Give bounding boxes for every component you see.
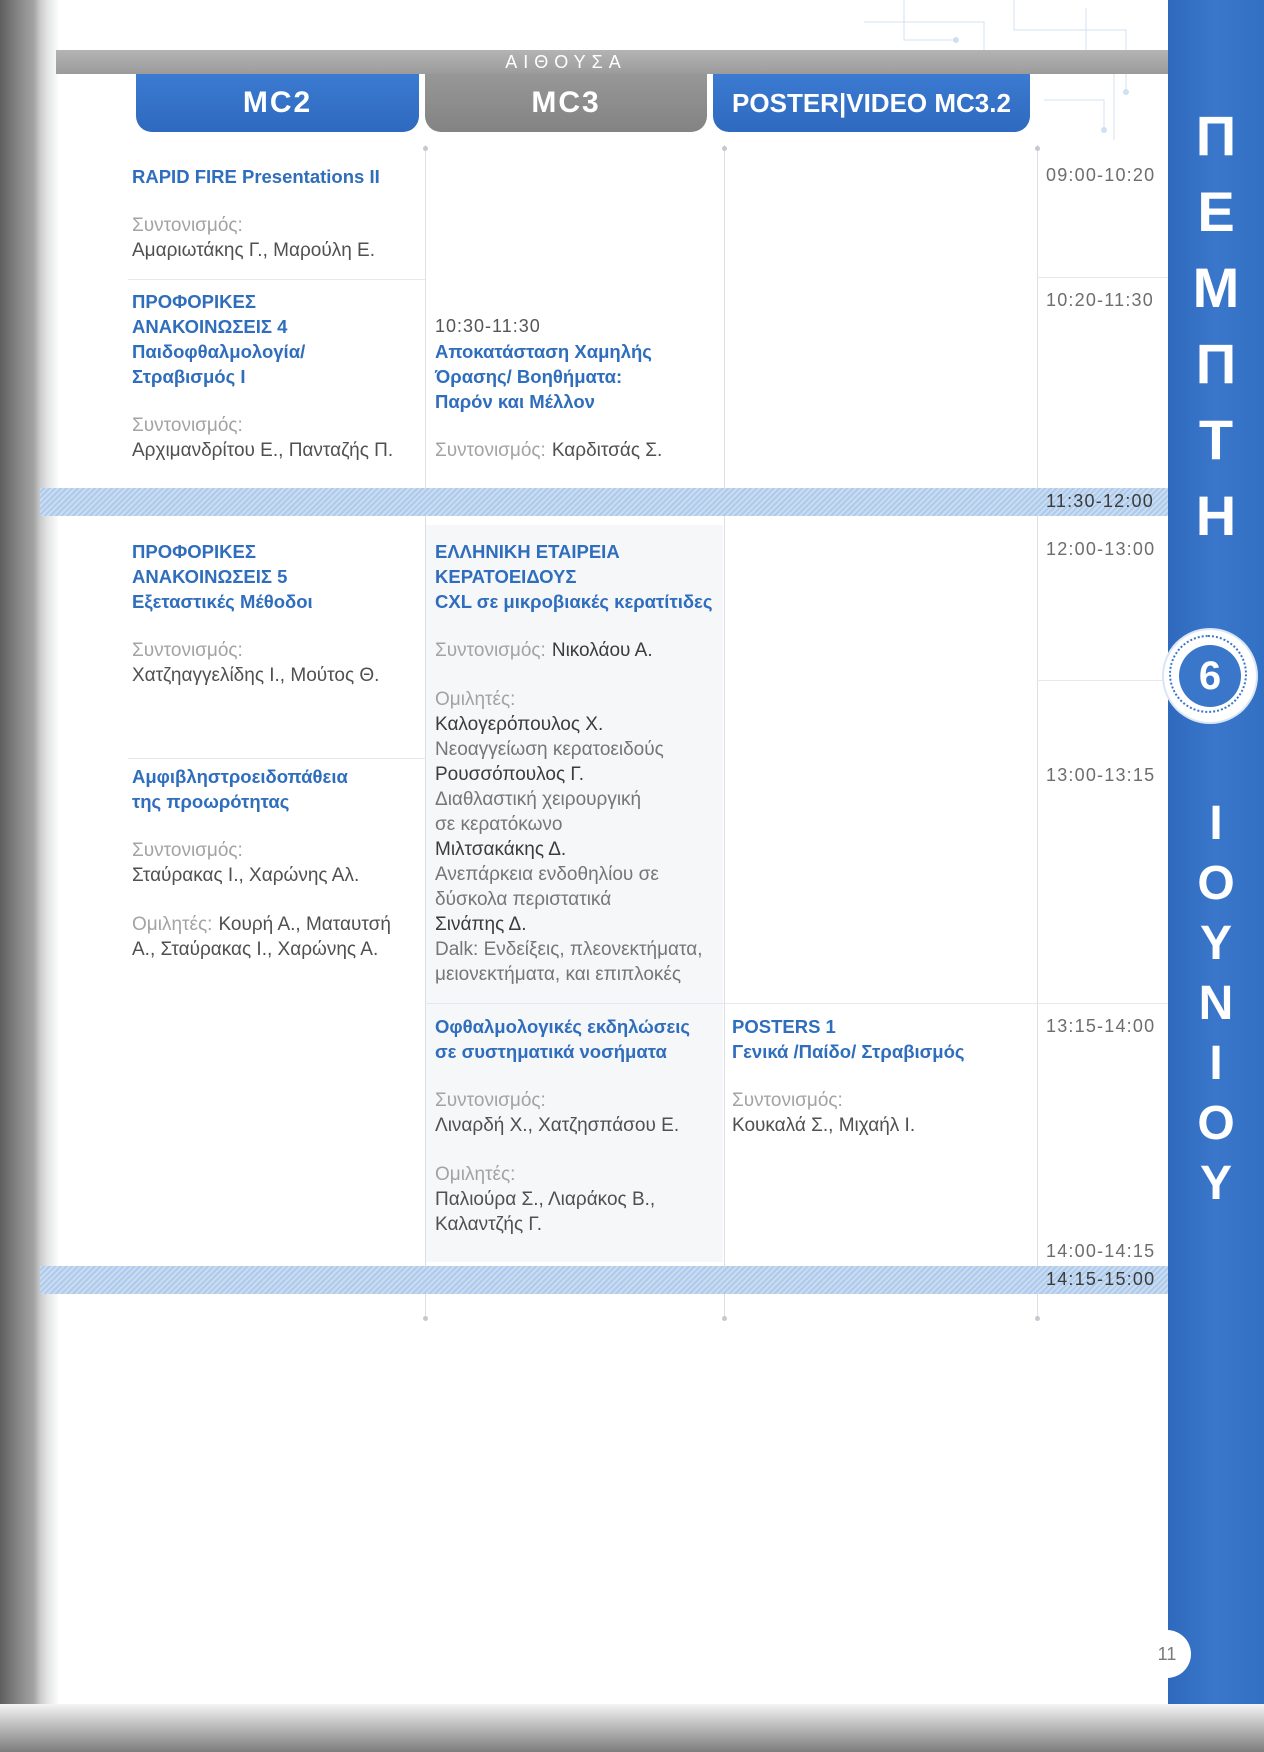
- mc3-session-low-vision: [435, 314, 662, 463]
- speakers-label: Ομιλητές:: [132, 914, 213, 935]
- talk-speaker: Σινάπης Δ.: [435, 914, 527, 935]
- time-slot: 09:00-10:20: [1046, 165, 1156, 185]
- time-slot: 13:15-14:00: [1046, 1016, 1156, 1036]
- divider-dot: [423, 146, 428, 151]
- weekday-letter: Π: [1195, 104, 1237, 167]
- session-title: ΠΡΟΦΟΡΙΚΕΣ: [132, 541, 256, 562]
- talk-speaker: Ρουσσόπουλος Γ.: [435, 764, 585, 785]
- session-title: CXL σε μικροβιακές κερατίτιδες: [435, 591, 713, 612]
- row-separator: [1037, 680, 1168, 681]
- column-divider: [1037, 145, 1038, 1320]
- divider-dot: [1035, 1316, 1040, 1321]
- talk-topic: Διαθλαστική χειρουργική: [435, 789, 642, 810]
- chair-names: Σταύρακας Ι., Χαρώνης Αλ.: [132, 865, 360, 886]
- divider-dot: [423, 1316, 428, 1321]
- weekday-letter: Μ: [1192, 256, 1240, 319]
- session-title: Όρασης/ Βοηθήματα:: [435, 366, 623, 387]
- speaker-names: Παλιούρα Σ., Λιαράκος Β.,: [435, 1189, 656, 1210]
- chair-names: Κουκαλά Σ., Μιχαήλ Ι.: [732, 1115, 916, 1136]
- mc2-session-oral-4: [132, 289, 393, 463]
- talk-topic: Ανεπάρκεια ενδοθηλίου σε: [435, 864, 659, 885]
- session-title: ΑΝΑΚΟΙΝΩΣΕΙΣ 5: [132, 566, 288, 587]
- column-divider: [724, 145, 725, 1320]
- speakers-label: Ομιλητές:: [435, 689, 516, 710]
- talk-topic: μειονεκτήματα, και επιπλοκές: [435, 964, 682, 985]
- divider-dot: [722, 1316, 727, 1321]
- speakers-line: [132, 912, 391, 937]
- row-separator: [128, 279, 425, 280]
- date-badge: [1164, 630, 1256, 722]
- session-title: Παρόν και Μέλλον: [435, 391, 595, 412]
- time-slot: 14:00-14:15: [1046, 1241, 1156, 1261]
- session-title: Παιδοφθαλμολογία/: [132, 341, 306, 362]
- room-tab-mc2: MC2: [136, 74, 419, 132]
- session-title: Αμφιβληστροειδοπάθεια: [132, 766, 348, 787]
- mc2-session-rop: [132, 764, 391, 962]
- chair-label: Συντονισμός:: [132, 215, 243, 236]
- session-title: POSTERS 1: [732, 1016, 836, 1037]
- month-letter: Υ: [1199, 917, 1232, 970]
- row-separator: [425, 1003, 1168, 1004]
- month-letter: Ο: [1197, 1097, 1235, 1150]
- chair-line: [435, 638, 712, 663]
- scan-binding-shadow: [0, 0, 58, 1752]
- month-letter: Υ: [1199, 1157, 1232, 1210]
- mc2-session-rapid-fire: [132, 164, 380, 263]
- chair-label: Συντονισμός:: [132, 840, 243, 861]
- session-title: RAPID FIRE Presentations II: [132, 166, 380, 187]
- month-letter: Ι: [1209, 797, 1223, 850]
- row-separator: [128, 758, 425, 759]
- chair-names: Νικολάου Α.: [551, 640, 653, 661]
- session-time: 10:30-11:30: [435, 316, 541, 336]
- coffee-break-band: [40, 488, 1168, 516]
- date-number: 6: [1179, 645, 1241, 707]
- page-number: 11: [1143, 1630, 1191, 1678]
- weekday-letter: Π: [1195, 332, 1237, 395]
- talk-topic: δύσκολα περιστατικά: [435, 889, 612, 910]
- chair-names: Καρδιτσάς Σ.: [551, 440, 663, 461]
- session-title: ΑΝΑΚΟΙΝΩΣΕΙΣ 4: [132, 316, 288, 337]
- lunch-break-band: [40, 1266, 1168, 1294]
- session-title: Γενικά /Παίδο/ Στραβισμός: [732, 1041, 965, 1062]
- weekday-letter: Τ: [1198, 408, 1234, 471]
- chair-line: [435, 438, 662, 463]
- session-title: Στραβισμός Ι: [132, 366, 246, 387]
- scan-bottom-edge: [0, 1704, 1264, 1752]
- time-slot: 10:20-11:30: [1046, 290, 1154, 310]
- session-title: της προωρότητας: [132, 791, 290, 812]
- chair-label: Συντονισμός:: [435, 440, 546, 461]
- row-separator: [1037, 277, 1168, 278]
- weekday-vertical-text: [1168, 98, 1264, 554]
- speaker-names: Κουρή Α., Ματαυτσή: [218, 914, 391, 935]
- chair-names: Αρχιμανδρίτου Ε., Πανταζής Π.: [132, 440, 394, 461]
- room-tab-poster-video: POSTER|VIDEO MC3.2: [713, 74, 1030, 132]
- speaker-names: Α., Σταύρακας Ι., Χαρώνης Α.: [132, 939, 379, 960]
- talk-topic: Dalk: Ενδείξεις, πλεονεκτήματα,: [435, 939, 703, 960]
- weekday-letter: Η: [1195, 484, 1237, 547]
- talk-topic: σε κερατόκωνο: [435, 814, 563, 835]
- session-title: Οφθαλμολογικές εκδηλώσεις: [435, 1016, 691, 1037]
- chair-names: Λιναρδή Χ., Χατζησπάσου Ε.: [435, 1115, 680, 1136]
- month-letter: Ο: [1197, 857, 1235, 910]
- chair-label: Συντονισμός:: [732, 1090, 843, 1111]
- session-title: ΚΕΡΑΤΟΕΙΔΟΥΣ: [435, 566, 577, 587]
- divider-dot: [722, 146, 727, 151]
- mc2-session-oral-5: [132, 539, 379, 688]
- chair-label: Συντονισμός:: [435, 1090, 546, 1111]
- talk-speaker: Καλογερόπουλος Χ.: [435, 714, 604, 735]
- speakers-label: Ομιλητές:: [435, 1164, 516, 1185]
- month-letter: Ι: [1209, 1037, 1223, 1090]
- session-title: Αποκατάσταση Χαμηλής: [435, 341, 652, 362]
- column-divider: [425, 145, 426, 1320]
- chair-label: Συντονισμός:: [132, 415, 243, 436]
- chair-label: Συντονισμός:: [132, 640, 243, 661]
- time-slot: 13:00-13:15: [1046, 765, 1156, 785]
- session-title: Εξεταστικές Μέθοδοι: [132, 591, 313, 612]
- month-letter: Ν: [1198, 977, 1234, 1030]
- session-title: ΕΛΛΗΝΙΚΗ ΕΤΑΙΡΕΙΑ: [435, 541, 620, 562]
- mc3-session-systemic-diseases: [435, 1014, 690, 1237]
- month-vertical-text: [1168, 794, 1264, 1214]
- talk-topic: Νεοαγγείωση κερατοειδούς: [435, 739, 664, 760]
- room-label: ΑΙΘΟΥΣΑ: [505, 52, 627, 72]
- mc3-session-cornea-society: [435, 539, 712, 987]
- poster-session-1: [732, 1014, 965, 1138]
- chair-label: Συντονισμός:: [435, 640, 546, 661]
- talk-speaker: Μιλτσακάκης Δ.: [435, 839, 567, 860]
- divider-dot: [1035, 146, 1040, 151]
- weekday-letter: Ε: [1197, 180, 1235, 243]
- session-title: ΠΡΟΦΟΡΙΚΕΣ: [132, 291, 256, 312]
- chair-names: Χατζηαγγελίδης Ι., Μούτος Θ.: [132, 665, 380, 686]
- time-slot-break: 11:30-12:00: [1046, 491, 1154, 511]
- room-tab-mc3: MC3: [425, 74, 707, 132]
- speaker-names: Καλαντζής Γ.: [435, 1214, 543, 1235]
- time-slot-break: 14:15-15:00: [1046, 1269, 1156, 1289]
- session-title: σε συστηματικά νοσήματα: [435, 1041, 667, 1062]
- time-slot: 12:00-13:00: [1046, 539, 1156, 559]
- room-header-bar: [56, 50, 1168, 74]
- chair-names: Αμαριωτάκης Γ., Μαρούλη Ε.: [132, 240, 376, 261]
